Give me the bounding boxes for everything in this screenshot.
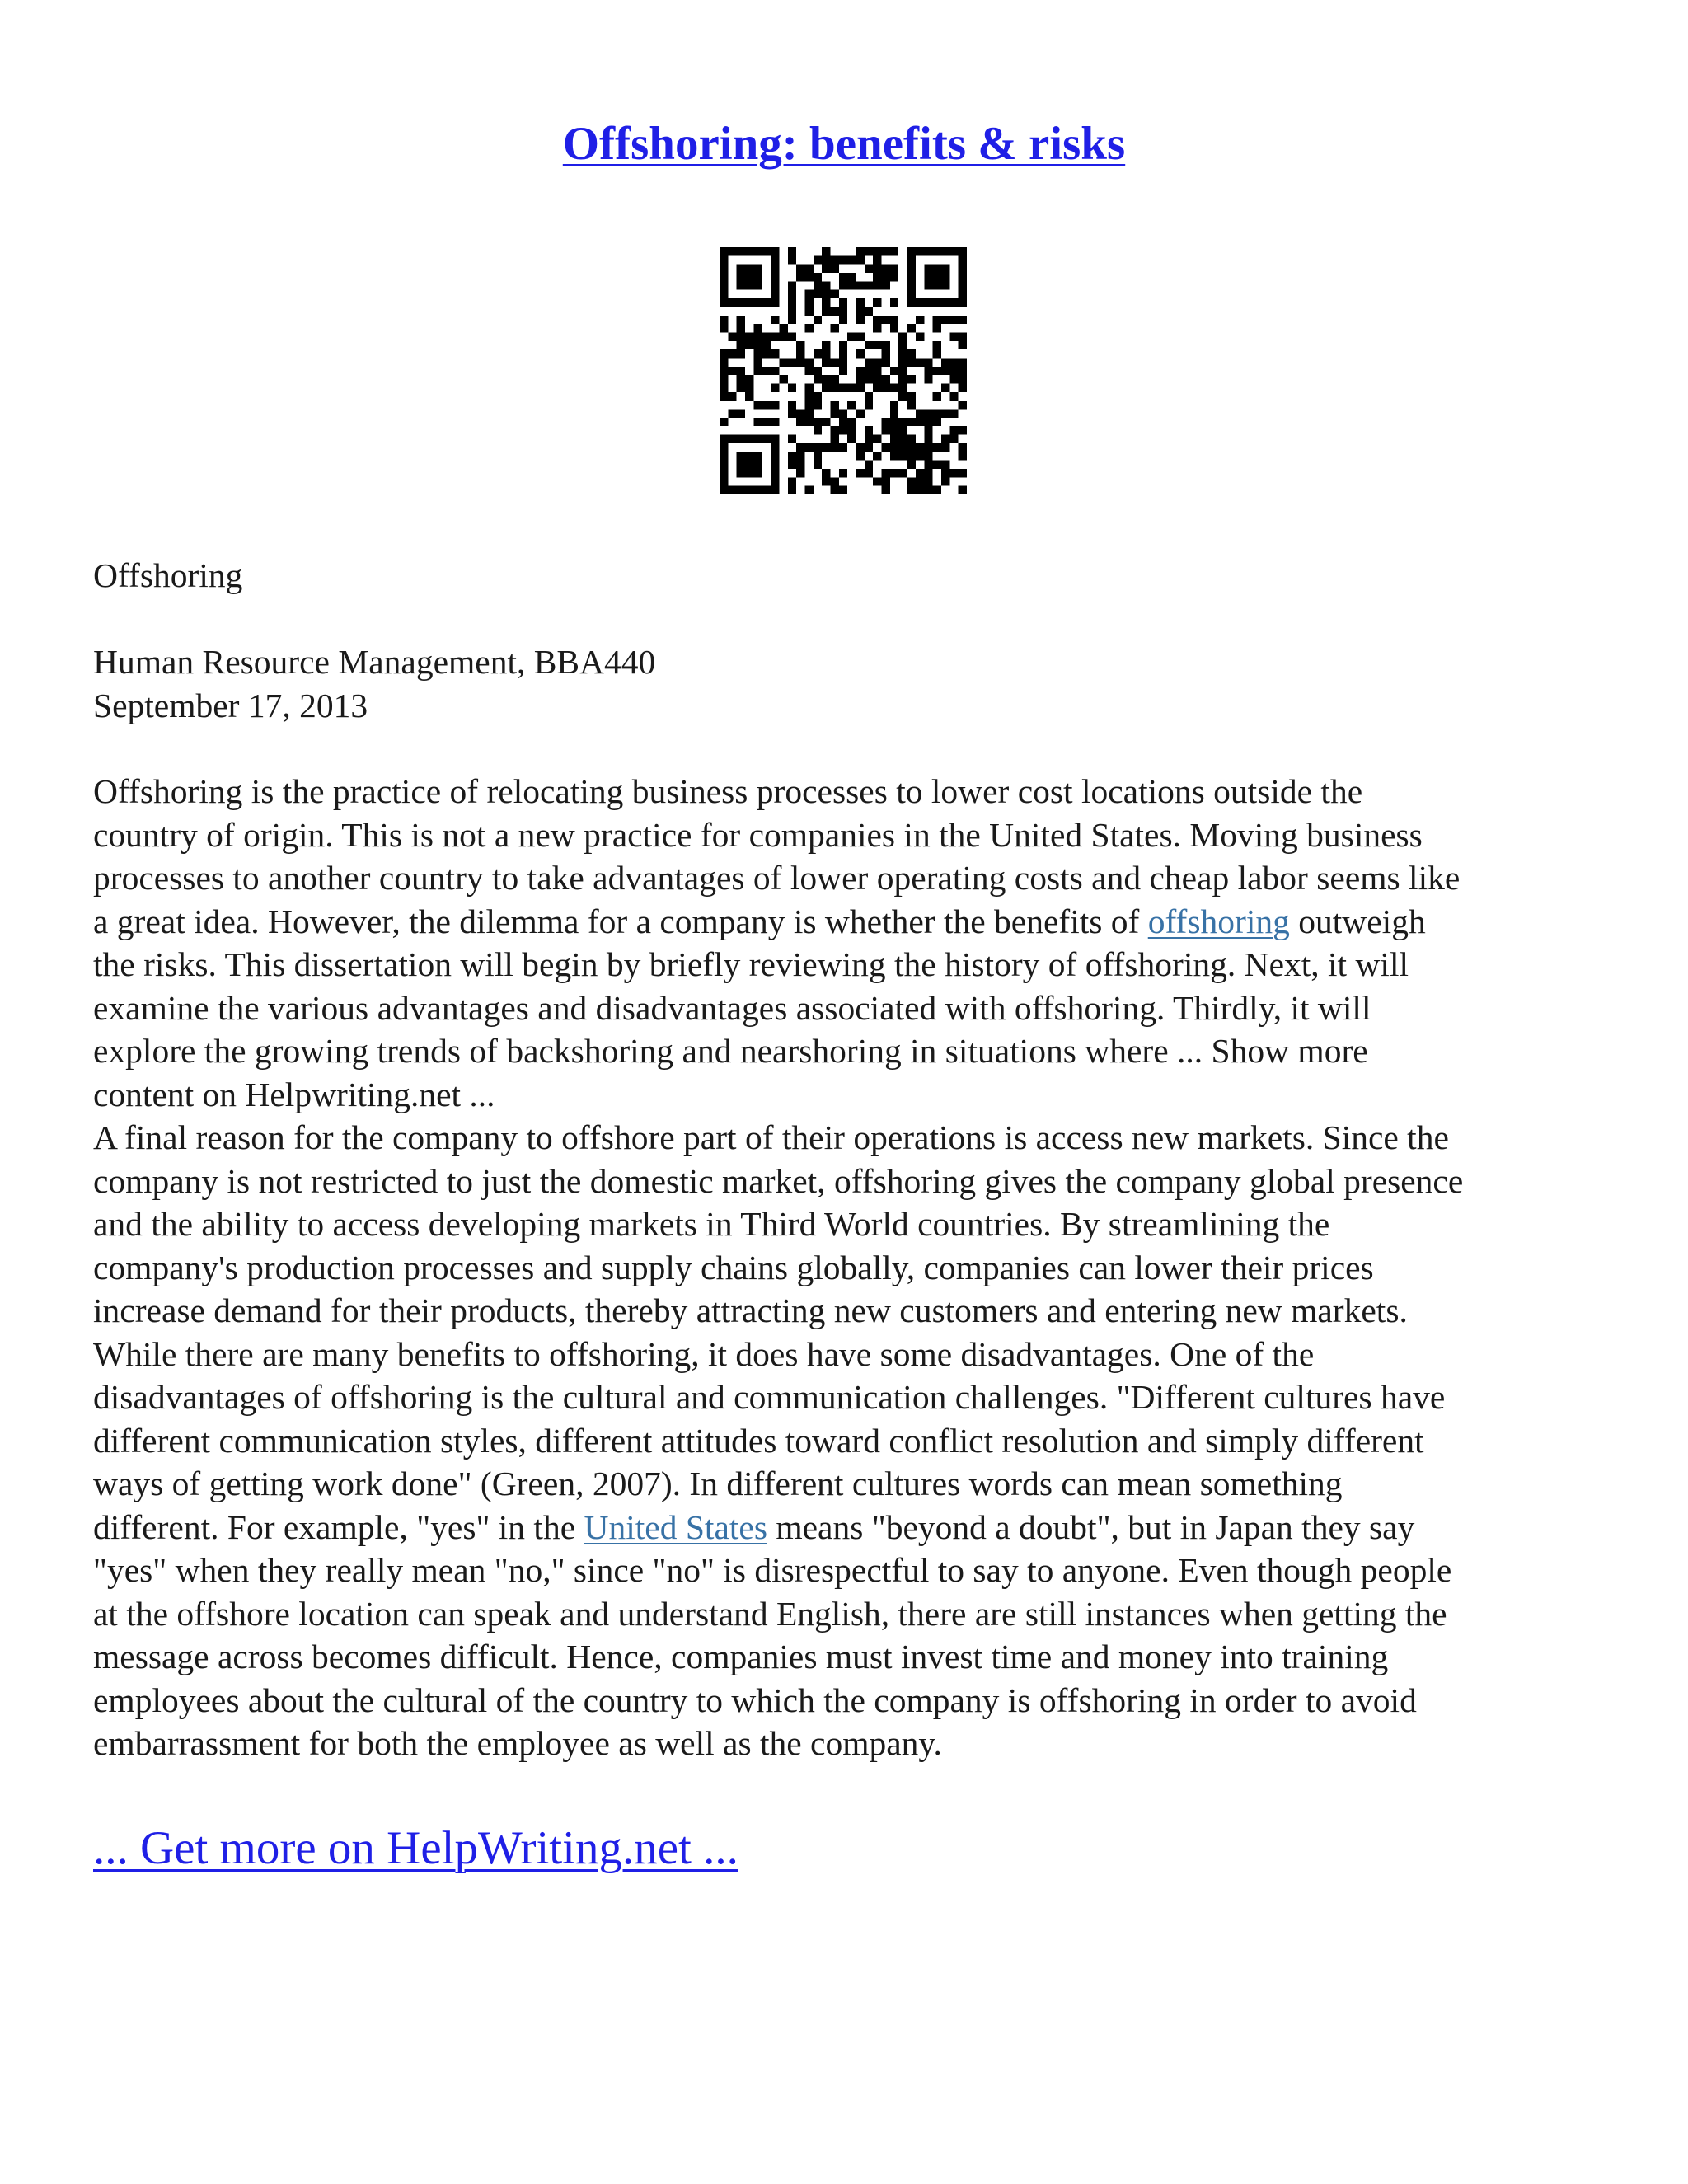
line-text: outweigh	[1289, 902, 1426, 940]
paragraph-line: the risks. This dissertation will begin by briefly reviewing the history of offshoring. Next, it will	[93, 945, 1409, 983]
course-text: Human Resource Management, BBA440	[93, 643, 656, 681]
paragraph-line: embarrassment for both the employee as well as the company.	[93, 1724, 942, 1762]
line-text: different. For example, "yes" in the	[93, 1507, 584, 1546]
paragraph-line: and the ability to access developing markets in Third World countries. By streamlining the	[93, 1205, 1330, 1243]
paragraph-line: employees about the cultural of the country to which the company is offshoring in order to avoid	[93, 1680, 1417, 1719]
line-text: means "beyond a doubt", but in Japan they say	[767, 1507, 1415, 1546]
paragraph-line: "yes" when they really mean "no," since "no" is disrespectful to say to anyone. Even though people	[93, 1551, 1452, 1589]
document-title	[0, 115, 1688, 173]
paragraph-line: examine the various advantages and disadvantages associated with offshoring. Thirdly, it will	[93, 988, 1372, 1027]
get-more-link-container	[93, 1820, 738, 1877]
paragraph-line: company's production processes and supply chains globally, companies can lower their prices	[93, 1248, 1374, 1286]
paragraph-line: content on Helpwriting.net ...	[93, 1075, 495, 1113]
paragraph-line: company is not restricted to just the domestic market, offshoring gives the company global presence	[93, 1161, 1464, 1200]
paragraph-1	[93, 770, 1601, 1765]
paragraph-line: Offshoring is the practice of relocating business processes to lower cost locations outside the	[93, 772, 1363, 810]
paragraph-line: A final reason for the company to offshore part of their operations is access new markets. Since the	[93, 1118, 1449, 1156]
paragraph-line: disadvantages of offshoring is the cultural and communication challenges. "Different cultures have	[93, 1378, 1446, 1416]
heading-text: Offshoring	[93, 556, 243, 594]
paragraph-line	[93, 900, 1601, 944]
paragraph-line: message across becomes difficult. Hence, companies must invest time and money into training	[93, 1638, 1389, 1675]
qr-code-icon	[720, 247, 967, 494]
get-more-link[interactable]: ... Get more on HelpWriting.net ...	[93, 1822, 738, 1874]
paragraph-line: explore the growing trends of backshoring and nearshoring in situations where ... Show more	[93, 1032, 1368, 1070]
paragraph-line: increase demand for their products, thereby attracting new customers and entering new markets.	[93, 1291, 1408, 1329]
paragraph-line	[93, 1506, 1601, 1549]
paragraph-line: country of origin. This is not a new practice for companies in the United States. Moving business	[93, 815, 1423, 854]
united-states-link[interactable]: United States	[584, 1507, 767, 1546]
paragraph-line: at the offshore location can speak and understand English, there are still instances when getting the	[93, 1594, 1447, 1633]
paragraph-line: ways of getting work done" (Green, 2007). In different cultures words can mean something	[93, 1465, 1343, 1502]
paragraph-line: different communication styles, different attitudes toward conflict resolution and simply different	[93, 1421, 1424, 1460]
offshoring-link[interactable]: offshoring	[1147, 902, 1290, 940]
title-link[interactable]: Offshoring: benefits & risks	[562, 118, 1126, 170]
document-heading	[93, 554, 1601, 598]
date-text: September 17, 2013	[93, 686, 368, 724]
paragraph-line: While there are many benefits to offshoring, it does have some disadvantages. One of the	[93, 1334, 1315, 1373]
paragraph-line: processes to another country to take advantages of lower operating costs and cheap labor seems like	[93, 859, 1461, 897]
line-text: a great idea. However, the dilemma for a company is whether the benefits of	[93, 902, 1148, 940]
document-meta	[93, 640, 1601, 727]
